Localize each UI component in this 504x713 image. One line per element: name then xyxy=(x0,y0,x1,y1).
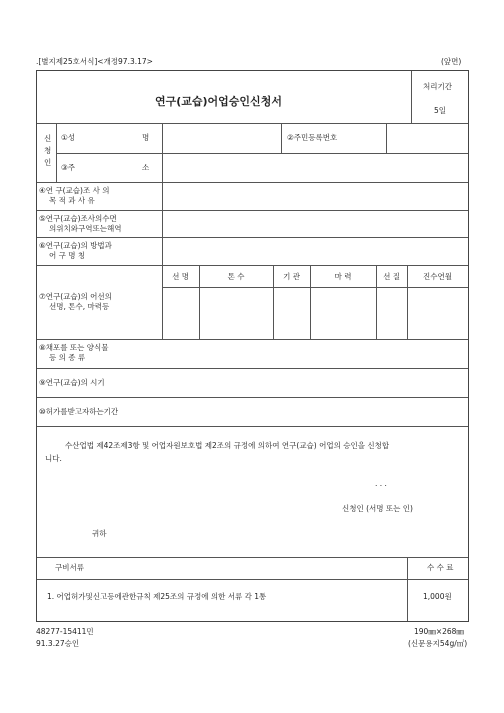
period-label: ⑨연구(교습)의 시기 xyxy=(39,378,105,387)
col-vessel-name: 선 명 xyxy=(172,272,189,281)
address-field[interactable] xyxy=(163,154,467,181)
name-label: ①성 xyxy=(61,133,75,142)
address-label: ③주 xyxy=(61,163,75,172)
application-form xyxy=(36,70,469,622)
declaration-text-line2: 니다. xyxy=(45,454,62,463)
catch-field[interactable] xyxy=(163,340,467,367)
purpose-label: ④연 구(교습)조 사 의 목 적 과 사 유 xyxy=(39,186,110,205)
period-field[interactable] xyxy=(163,369,467,396)
id-number-field[interactable] xyxy=(387,124,467,152)
col-engine: 기 관 xyxy=(283,272,300,281)
id-number-label: ②주민등록번호 xyxy=(287,133,338,142)
applicant-label: 신 청 인 xyxy=(44,134,52,167)
catch-label: ⑧채포를 또는 양식물 등 의 종 류 xyxy=(39,343,109,362)
method-field[interactable] xyxy=(163,238,467,264)
form-number: .[별지제25호서식]<개정97.3.17> xyxy=(36,57,153,66)
col-hull-material: 선 질 xyxy=(383,272,400,281)
vessel-label: ⑦연구(교습)의 어선의 선명, 톤수, 마력등 xyxy=(39,292,112,311)
required-document-item: 1. 어업허가및신고등에관한규칙 제25조의 규정에 의한 서류 각 1통 xyxy=(47,592,267,601)
permit-period-field[interactable] xyxy=(163,398,467,425)
col-horsepower: 마 력 xyxy=(334,272,352,281)
processing-period-value: 5일 xyxy=(434,106,447,115)
col-tonnage: 톤 수 xyxy=(227,272,245,281)
signer-line: 신청인 (서명 또는 인) xyxy=(342,504,413,513)
fee-value: 1,000원 xyxy=(423,592,452,601)
approval-date: 91.3.27승인 xyxy=(36,639,80,648)
fee-label: 수 수 료 xyxy=(427,563,454,572)
documents-label: 구비서류 xyxy=(55,563,84,572)
recipient-label: 귀하 xyxy=(92,529,107,538)
form-code: 48277-15411민 xyxy=(36,627,94,636)
form-title: 연구(교습)어업승인신청서 xyxy=(155,95,282,108)
declaration-text-line1: 수산업법 제42조제3항 및 어업자원보호법 제2조의 규정에 의하여 연구(교습) 어업의 승인을 신청합 xyxy=(65,441,390,450)
address-label-suffix: 소 xyxy=(142,163,150,172)
paper-size: 190㎜×268㎜ xyxy=(414,627,464,636)
paper-type: (신문용지54g/㎡) xyxy=(408,639,468,648)
page-side: (앞면) xyxy=(441,57,462,66)
col-launch-date: 진수연월 xyxy=(423,272,452,281)
processing-period-label: 처리기간 xyxy=(423,82,452,91)
location-field[interactable] xyxy=(163,211,467,236)
purpose-field[interactable] xyxy=(163,183,467,209)
name-label-suffix: 명 xyxy=(142,133,150,142)
permit-period-label: ⑩허가를받고자하는기간 xyxy=(39,407,119,416)
application-date: . . . xyxy=(375,479,387,488)
name-field[interactable] xyxy=(163,124,280,152)
location-label: ⑤연구(교습)조사의수면 의위치와구역또는해역 xyxy=(39,214,122,233)
method-label: ⑥연구(교습)의 방법과 어 구 명 칭 xyxy=(39,241,112,260)
